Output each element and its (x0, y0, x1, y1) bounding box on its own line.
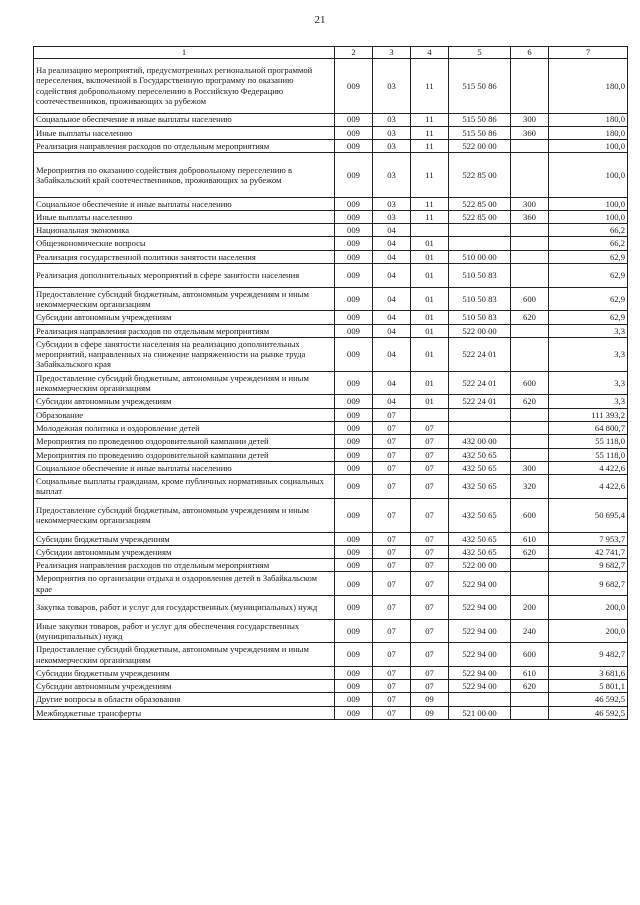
cell-subsection: 11 (411, 197, 449, 210)
cell-subsection: 07 (411, 435, 449, 448)
row-label: Предоставление субсидий бюджетным, автономным учреждениям и иным некоммерческим организациям (34, 498, 335, 532)
row-label: Субсидии автономным учреждениям (34, 680, 335, 693)
row-label: Субсидии автономным учреждениям (34, 545, 335, 558)
row-label: Образование (34, 408, 335, 421)
row-label: На реализацию мероприятий, предусмотренных региональной программой переселения, включенной в Государственную программу по оказанию содействия добровольному переселению в Российскую Федерацию соотечественников, проживающих за рубежом (34, 59, 335, 114)
cell-section: 07 (373, 680, 411, 693)
cell-expense-type: 300 (511, 197, 549, 210)
cell-amount: 9 482,7 (549, 643, 628, 667)
cell-section: 07 (373, 596, 411, 620)
cell-code-ministry: 009 (335, 643, 373, 667)
cell-section: 07 (373, 572, 411, 596)
cell-amount: 4 422,6 (549, 475, 628, 499)
cell-expense-type (511, 408, 549, 421)
cell-expense-type (511, 324, 549, 337)
cell-subsection: 07 (411, 448, 449, 461)
cell-amount: 3 681,6 (549, 666, 628, 679)
table-row (34, 287, 628, 311)
table-row (34, 250, 628, 263)
cell-subsection: 01 (411, 371, 449, 395)
cell-expense-type: 200 (511, 596, 549, 620)
cell-expense-type: 300 (511, 461, 549, 474)
cell-subsection: 11 (411, 140, 449, 153)
cell-section: 07 (373, 643, 411, 667)
cell-code-ministry: 009 (335, 559, 373, 572)
cell-code-ministry: 009 (335, 113, 373, 126)
cell-section: 04 (373, 264, 411, 288)
cell-subsection: 07 (411, 643, 449, 667)
cell-code-ministry: 009 (335, 666, 373, 679)
cell-expense-type (511, 706, 549, 719)
page-number: 21 (314, 14, 326, 26)
cell-amount: 62,9 (549, 264, 628, 288)
cell-expense-type: 600 (511, 643, 549, 667)
cell-target-article (449, 693, 511, 706)
cell-subsection: 07 (411, 475, 449, 499)
table-row (34, 311, 628, 324)
cell-section: 07 (373, 435, 411, 448)
cell-code-ministry: 009 (335, 237, 373, 250)
table-row (34, 532, 628, 545)
cell-code-ministry: 009 (335, 448, 373, 461)
cell-subsection: 11 (411, 113, 449, 126)
cell-target-article: 510 00 00 (449, 250, 511, 263)
cell-expense-type: 600 (511, 498, 549, 532)
cell-target-article: 515 50 86 (449, 113, 511, 126)
cell-amount: 100,0 (549, 197, 628, 210)
cell-amount: 42 741,7 (549, 545, 628, 558)
cell-target-article: 522 85 00 (449, 210, 511, 223)
cell-target-article: 522 00 00 (449, 140, 511, 153)
cell-section: 07 (373, 545, 411, 558)
row-label: Реализация направления расходов по отдельным мероприятиям (34, 140, 335, 153)
cell-amount: 66,2 (549, 224, 628, 237)
cell-section: 03 (373, 153, 411, 197)
cell-target-article: 522 94 00 (449, 680, 511, 693)
row-label: Реализация направления расходов по отдельным мероприятиям (34, 324, 335, 337)
cell-code-ministry: 009 (335, 210, 373, 223)
cell-subsection: 01 (411, 264, 449, 288)
cell-target-article: 432 50 65 (449, 475, 511, 499)
cell-section: 04 (373, 395, 411, 408)
cell-target-article: 432 50 65 (449, 448, 511, 461)
cell-target-article: 432 50 65 (449, 498, 511, 532)
cell-code-ministry: 009 (335, 706, 373, 719)
cell-amount: 4 422,6 (549, 461, 628, 474)
cell-expense-type (511, 421, 549, 434)
cell-subsection: 07 (411, 421, 449, 434)
table-row (34, 596, 628, 620)
row-label: Предоставление субсидий бюджетным, автономным учреждениям и иным некоммерческим организациям (34, 287, 335, 311)
cell-target-article: 510 50 83 (449, 287, 511, 311)
column-header: 5 (449, 47, 511, 59)
row-label: Реализация государственной политики занятости населения (34, 250, 335, 263)
row-label: Социальное обеспечение и иные выплаты населению (34, 113, 335, 126)
cell-amount: 55 118,0 (549, 448, 628, 461)
table-row (34, 448, 628, 461)
cell-expense-type: 620 (511, 545, 549, 558)
cell-subsection: 01 (411, 287, 449, 311)
cell-target-article: 510 50 83 (449, 264, 511, 288)
cell-target-article: 522 94 00 (449, 643, 511, 667)
cell-amount: 3,3 (549, 324, 628, 337)
cell-expense-type: 360 (511, 126, 549, 139)
row-label: Социальные выплаты гражданам, кроме публичных нормативных социальных выплат (34, 475, 335, 499)
cell-subsection: 01 (411, 250, 449, 263)
cell-amount: 46 592,5 (549, 693, 628, 706)
table-row (34, 395, 628, 408)
cell-amount: 3,3 (549, 337, 628, 371)
table-row (34, 619, 628, 643)
cell-subsection: 01 (411, 395, 449, 408)
cell-section: 07 (373, 559, 411, 572)
cell-code-ministry: 009 (335, 264, 373, 288)
cell-expense-type: 240 (511, 619, 549, 643)
cell-subsection: 07 (411, 545, 449, 558)
table-row (34, 324, 628, 337)
cell-amount: 62,9 (549, 287, 628, 311)
cell-target-article: 522 24 01 (449, 371, 511, 395)
cell-code-ministry: 009 (335, 461, 373, 474)
row-label: Национальная экономика (34, 224, 335, 237)
cell-code-ministry: 009 (335, 408, 373, 421)
cell-code-ministry: 009 (335, 197, 373, 210)
cell-expense-type (511, 559, 549, 572)
row-label: Предоставление субсидий бюджетным, автономным учреждениям и иным некоммерческим организациям (34, 643, 335, 667)
cell-subsection (411, 408, 449, 421)
cell-code-ministry: 009 (335, 435, 373, 448)
cell-subsection (411, 224, 449, 237)
cell-expense-type (511, 224, 549, 237)
cell-amount: 62,9 (549, 311, 628, 324)
cell-code-ministry: 009 (335, 395, 373, 408)
cell-code-ministry: 009 (335, 140, 373, 153)
row-label: Реализация дополнительных мероприятий в сфере занятости населения (34, 264, 335, 288)
cell-amount: 50 695,4 (549, 498, 628, 532)
cell-expense-type: 610 (511, 666, 549, 679)
cell-section: 07 (373, 706, 411, 719)
cell-code-ministry: 009 (335, 250, 373, 263)
cell-subsection: 11 (411, 210, 449, 223)
table-row (34, 572, 628, 596)
table-row (34, 666, 628, 679)
cell-subsection: 01 (411, 324, 449, 337)
cell-section: 04 (373, 311, 411, 324)
row-label: Социальное обеспечение и иные выплаты населению (34, 461, 335, 474)
cell-target-article (449, 224, 511, 237)
cell-subsection: 07 (411, 498, 449, 532)
cell-subsection: 09 (411, 693, 449, 706)
cell-amount: 111 393,2 (549, 408, 628, 421)
table-row (34, 140, 628, 153)
row-label: Мероприятия по организации отдыха и оздоровления детей в Забайкальском крае (34, 572, 335, 596)
cell-amount: 200,0 (549, 619, 628, 643)
cell-expense-type (511, 59, 549, 114)
cell-expense-type (511, 337, 549, 371)
row-label: Закупка товаров, работ и услуг для государственных (муниципальных) нужд (34, 596, 335, 620)
table-row (34, 643, 628, 667)
cell-code-ministry: 009 (335, 287, 373, 311)
column-header: 3 (373, 47, 411, 59)
cell-expense-type: 600 (511, 371, 549, 395)
table-row (34, 680, 628, 693)
cell-code-ministry: 009 (335, 311, 373, 324)
cell-subsection: 01 (411, 337, 449, 371)
table-row (34, 475, 628, 499)
row-label: Предоставление субсидий бюджетным, автономным учреждениям и иным некоммерческим организациям (34, 371, 335, 395)
cell-amount: 100,0 (549, 210, 628, 223)
cell-subsection: 01 (411, 311, 449, 324)
table-row (34, 559, 628, 572)
column-header: 4 (411, 47, 449, 59)
cell-amount: 62,9 (549, 250, 628, 263)
cell-expense-type (511, 250, 549, 263)
cell-section: 04 (373, 337, 411, 371)
cell-expense-type: 300 (511, 113, 549, 126)
cell-section: 07 (373, 619, 411, 643)
column-header: 7 (549, 47, 628, 59)
cell-subsection: 07 (411, 532, 449, 545)
column-header: 2 (335, 47, 373, 59)
cell-section: 04 (373, 224, 411, 237)
cell-expense-type: 620 (511, 311, 549, 324)
cell-expense-type (511, 140, 549, 153)
row-label: Субсидии автономным учреждениям (34, 395, 335, 408)
cell-target-article: 432 50 65 (449, 545, 511, 558)
table-row (34, 421, 628, 434)
cell-subsection: 11 (411, 153, 449, 197)
cell-target-article: 432 50 65 (449, 532, 511, 545)
column-header: 1 (34, 47, 335, 59)
table-row (34, 706, 628, 719)
row-label: Социальное обеспечение и иные выплаты населению (34, 197, 335, 210)
table-row (34, 693, 628, 706)
table-header-row (34, 47, 628, 59)
cell-section: 03 (373, 210, 411, 223)
cell-expense-type: 620 (511, 395, 549, 408)
cell-amount: 66,2 (549, 237, 628, 250)
cell-code-ministry: 009 (335, 498, 373, 532)
cell-amount: 7 953,7 (549, 532, 628, 545)
cell-amount: 5 801,1 (549, 680, 628, 693)
cell-amount: 180,0 (549, 126, 628, 139)
table-row (34, 264, 628, 288)
table-row (34, 545, 628, 558)
cell-section: 07 (373, 498, 411, 532)
cell-amount: 3,3 (549, 395, 628, 408)
table-row (34, 371, 628, 395)
cell-target-article: 432 50 65 (449, 461, 511, 474)
cell-expense-type (511, 693, 549, 706)
cell-target-article: 522 94 00 (449, 572, 511, 596)
cell-subsection: 07 (411, 596, 449, 620)
cell-amount: 180,0 (549, 113, 628, 126)
table-row (34, 153, 628, 197)
cell-section: 07 (373, 693, 411, 706)
cell-target-article: 432 00 00 (449, 435, 511, 448)
cell-section: 04 (373, 324, 411, 337)
table-row (34, 224, 628, 237)
cell-subsection: 07 (411, 666, 449, 679)
cell-section: 07 (373, 461, 411, 474)
cell-section: 04 (373, 371, 411, 395)
row-label: Реализация направления расходов по отдельным мероприятиям (34, 559, 335, 572)
cell-expense-type: 360 (511, 210, 549, 223)
cell-target-article: 515 50 86 (449, 59, 511, 114)
cell-code-ministry: 009 (335, 545, 373, 558)
cell-expense-type: 620 (511, 680, 549, 693)
table-row (34, 498, 628, 532)
cell-code-ministry: 009 (335, 224, 373, 237)
cell-section: 03 (373, 140, 411, 153)
cell-code-ministry: 009 (335, 680, 373, 693)
cell-target-article: 510 50 83 (449, 311, 511, 324)
cell-code-ministry: 009 (335, 475, 373, 499)
cell-amount: 3,3 (549, 371, 628, 395)
cell-subsection: 01 (411, 237, 449, 250)
cell-subsection: 09 (411, 706, 449, 719)
table-row (34, 113, 628, 126)
row-label: Межбюджетные трансферты (34, 706, 335, 719)
row-label: Другие вопросы в области образования (34, 693, 335, 706)
cell-section: 04 (373, 287, 411, 311)
cell-target-article: 522 24 01 (449, 337, 511, 371)
cell-subsection: 07 (411, 572, 449, 596)
cell-code-ministry: 009 (335, 421, 373, 434)
cell-amount: 46 592,5 (549, 706, 628, 719)
table-row (34, 126, 628, 139)
cell-target-article (449, 237, 511, 250)
cell-target-article: 522 94 00 (449, 596, 511, 620)
cell-target-article: 515 50 86 (449, 126, 511, 139)
cell-subsection: 07 (411, 461, 449, 474)
row-label: Субсидии бюджетным учреждениям (34, 666, 335, 679)
table-row (34, 210, 628, 223)
table-row (34, 435, 628, 448)
row-label: Общеэкономические вопросы (34, 237, 335, 250)
row-label: Иные выплаты населению (34, 126, 335, 139)
row-label: Мероприятия по проведению оздоровительной кампании детей (34, 435, 335, 448)
cell-section: 03 (373, 126, 411, 139)
cell-target-article: 522 00 00 (449, 559, 511, 572)
cell-expense-type (511, 237, 549, 250)
cell-expense-type (511, 448, 549, 461)
table-row (34, 408, 628, 421)
row-label: Мероприятия по оказанию содействия добровольному переселению в Забайкальский край соотечественников, проживающих за рубежом (34, 153, 335, 197)
column-header: 6 (511, 47, 549, 59)
row-label: Субсидии автономным учреждениям (34, 311, 335, 324)
cell-section: 07 (373, 448, 411, 461)
cell-amount: 64 800,7 (549, 421, 628, 434)
cell-code-ministry: 009 (335, 126, 373, 139)
cell-target-article: 522 94 00 (449, 666, 511, 679)
cell-target-article (449, 421, 511, 434)
row-label: Иные выплаты населению (34, 210, 335, 223)
cell-amount: 100,0 (549, 140, 628, 153)
cell-code-ministry: 009 (335, 153, 373, 197)
cell-code-ministry: 009 (335, 596, 373, 620)
cell-section: 07 (373, 408, 411, 421)
cell-code-ministry: 009 (335, 59, 373, 114)
row-label: Мероприятия по проведению оздоровительной кампании детей (34, 448, 335, 461)
cell-section: 07 (373, 532, 411, 545)
cell-expense-type (511, 572, 549, 596)
cell-target-article: 522 85 00 (449, 153, 511, 197)
cell-expense-type (511, 264, 549, 288)
cell-target-article: 522 00 00 (449, 324, 511, 337)
cell-target-article: 522 85 00 (449, 197, 511, 210)
cell-expense-type: 600 (511, 287, 549, 311)
row-label: Иные закупки товаров, работ и услуг для обеспечения государственных (муниципальных) нужд (34, 619, 335, 643)
cell-section: 03 (373, 197, 411, 210)
cell-section: 04 (373, 237, 411, 250)
table-row (34, 237, 628, 250)
table-row (34, 197, 628, 210)
cell-target-article: 522 94 00 (449, 619, 511, 643)
cell-expense-type: 610 (511, 532, 549, 545)
cell-subsection: 07 (411, 619, 449, 643)
cell-subsection: 07 (411, 559, 449, 572)
cell-section: 03 (373, 59, 411, 114)
cell-section: 07 (373, 666, 411, 679)
table-row (34, 461, 628, 474)
cell-expense-type (511, 153, 549, 197)
cell-target-article: 521 00 00 (449, 706, 511, 719)
row-label: Молодежная политика и оздоровление детей (34, 421, 335, 434)
cell-code-ministry: 009 (335, 619, 373, 643)
cell-amount: 100,0 (549, 153, 628, 197)
cell-amount: 9 682,7 (549, 572, 628, 596)
cell-target-article (449, 408, 511, 421)
cell-code-ministry: 009 (335, 337, 373, 371)
cell-code-ministry: 009 (335, 532, 373, 545)
table-row (34, 59, 628, 114)
cell-expense-type (511, 435, 549, 448)
cell-section: 07 (373, 421, 411, 434)
budget-table (33, 46, 628, 720)
cell-section: 03 (373, 113, 411, 126)
cell-section: 04 (373, 250, 411, 263)
cell-code-ministry: 009 (335, 572, 373, 596)
cell-amount: 200,0 (549, 596, 628, 620)
cell-amount: 9 682,7 (549, 559, 628, 572)
row-label: Субсидии в сфере занятости населения на реализацию дополнительных мероприятий, направленных на снижение напряженности на рынке труда Забайкальского края (34, 337, 335, 371)
table-row (34, 337, 628, 371)
cell-subsection: 07 (411, 680, 449, 693)
table-body (34, 59, 628, 720)
cell-section: 07 (373, 475, 411, 499)
cell-expense-type: 320 (511, 475, 549, 499)
cell-code-ministry: 009 (335, 693, 373, 706)
cell-code-ministry: 009 (335, 371, 373, 395)
cell-subsection: 11 (411, 59, 449, 114)
cell-target-article: 522 24 01 (449, 395, 511, 408)
row-label: Субсидии бюджетным учреждениям (34, 532, 335, 545)
cell-amount: 180,0 (549, 59, 628, 114)
cell-amount: 55 118,0 (549, 435, 628, 448)
cell-subsection: 11 (411, 126, 449, 139)
cell-code-ministry: 009 (335, 324, 373, 337)
